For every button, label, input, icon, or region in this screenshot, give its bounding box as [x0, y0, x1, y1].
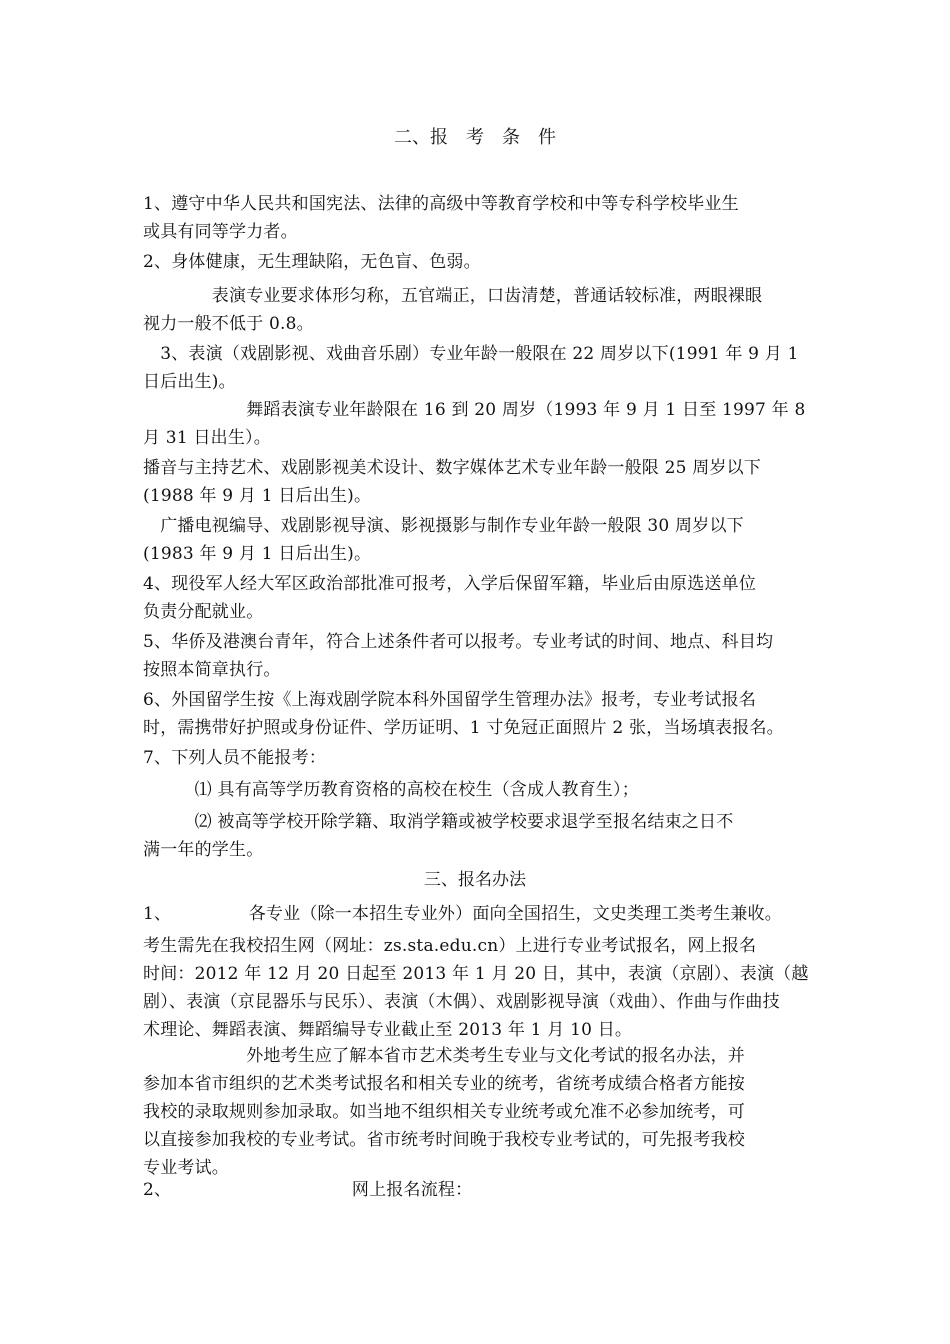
text-line: 外地考生应了解本省市艺术类考生专业与文化考试的报名办法，并 — [143, 1046, 745, 1066]
text-line: 术理论、舞蹈表演、舞蹈编导专业截止至 2013 年 1 月 10 日。 — [143, 1020, 633, 1040]
registration-1 — [143, 900, 815, 928]
text-line: 按照本简章执行。 — [143, 660, 281, 680]
text-line: 专业考试。 — [143, 1158, 229, 1178]
text-line: 我校的录取规则参加录取。如当地不组织相关专业统考或允准不必参加统考，可 — [143, 1102, 745, 1122]
requirement-3 — [143, 340, 815, 396]
text-line: 满一年的学生。 — [143, 840, 264, 860]
text-line: ⑴ 具有高等学历教育资格的高校在校生（含成人教育生）； — [143, 780, 639, 800]
registration-online — [143, 932, 815, 1044]
requirement-7-item-1 — [143, 776, 815, 804]
text-line: (1983 年 9 月 1 日后出生)。 — [143, 544, 372, 564]
text-line: 以直接参加我校的专业考试。省市统考时间晚于我校专业考试的，可先报考我校 — [143, 1130, 745, 1150]
text-line: 2、身体健康，无生理缺陷，无色盲、色弱。 — [143, 252, 481, 272]
text-line: 月 31 日出生）。 — [143, 428, 271, 448]
text-line: 7、下列人员不能报考： — [143, 748, 327, 768]
text-line: 6、外国留学生按《上海戏剧学院本科外国留学生管理办法》报考，专业考试报名 — [143, 690, 757, 710]
text-line: 剧）、表演（京昆器乐与民乐）、表演（木偶）、戏剧影视导演（戏曲）、作曲与作曲技 — [143, 992, 780, 1012]
text-line: 5、华侨及港澳台青年，符合上述条件者可以报考。专业考试的时间、地点、科目均 — [143, 632, 774, 652]
requirement-2 — [143, 248, 815, 276]
text-line: 舞蹈表演专业年龄限在 16 到 20 周岁（1993 年 9 月 1 日至 1997 年 8 — [143, 400, 806, 420]
requirement-6 — [143, 686, 815, 742]
section-title-requirements: 二、报 考 条 件 — [394, 127, 556, 148]
text-line: 2、 网上报名流程： — [143, 1180, 473, 1200]
requirement-7-item-2 — [143, 808, 815, 864]
requirement-3-broadcast — [143, 454, 815, 510]
requirement-3-directing — [143, 512, 815, 568]
text-line: 4、现役军人经大军区政治部批准可报考，入学后保留军籍，毕业后由原选送单位 — [143, 574, 757, 594]
text-line: 广播电视编导、戏剧影视导演、影视摄影与制作专业年龄一般限 30 周岁以下 — [143, 516, 744, 536]
text-line: 时间：2012 年 12 月 20 日起至 2013 年 1 月 20 日，其中，表演（京剧）、表演（越 — [143, 964, 809, 984]
text-line: 或具有同等学力者。 — [143, 222, 298, 242]
section-title-registration: 三、报名办法 — [424, 870, 526, 890]
requirement-4 — [143, 570, 815, 626]
registration-2 — [143, 1176, 815, 1204]
text-line: 参加本省市组织的艺术类考试报名和相关专业的统考，省统考成绩合格者方能按 — [143, 1074, 745, 1094]
text-line: 1、遵守中华人民共和国宪法、法律的高级中等教育学校和中等专科学校毕业生 — [143, 194, 739, 214]
registration-outside — [143, 1042, 815, 1182]
text-line: (1988 年 9 月 1 日后出生)。 — [143, 486, 372, 506]
text-line: 时，需携带好护照或身份证件、学历证明、1 寸免冠正面照片 2 张，当场填表报名。 — [143, 718, 784, 738]
requirement-3-dance — [143, 396, 815, 452]
requirement-7 — [143, 744, 815, 772]
text-line: 日后出生)。 — [143, 372, 236, 392]
text-line: 考生需先在我校招生网（网址：zs.sta.edu.cn）上进行专业考试报名，网上报名 — [143, 936, 757, 956]
text-line: 负责分配就业。 — [143, 602, 264, 622]
text-line: 播音与主持艺术、戏剧影视美术设计、数字媒体艺术专业年龄一般限 25 周岁以下 — [143, 458, 762, 478]
requirement-5 — [143, 628, 815, 684]
requirement-2-detail — [143, 282, 815, 338]
text-line: ⑵ 被高等学校开除学籍、取消学籍或被学校要求退学至报名结束之日不 — [143, 812, 734, 832]
text-line: 视力一般不低于 0.8。 — [143, 314, 314, 334]
text-line: 1、 各专业（除一本招生专业外）面向全国招生，文史类理工类考生兼收。 — [143, 904, 782, 924]
text-line: 表演专业要求体形匀称，五官端正，口齿清楚，普通话较标准，两眼裸眼 — [143, 286, 763, 306]
text-line: 3、表演（戏剧影视、戏曲音乐剧）专业年龄一般限在 22 周岁以下(1991 年 9 月 1 — [143, 344, 799, 364]
requirement-1 — [143, 190, 815, 246]
